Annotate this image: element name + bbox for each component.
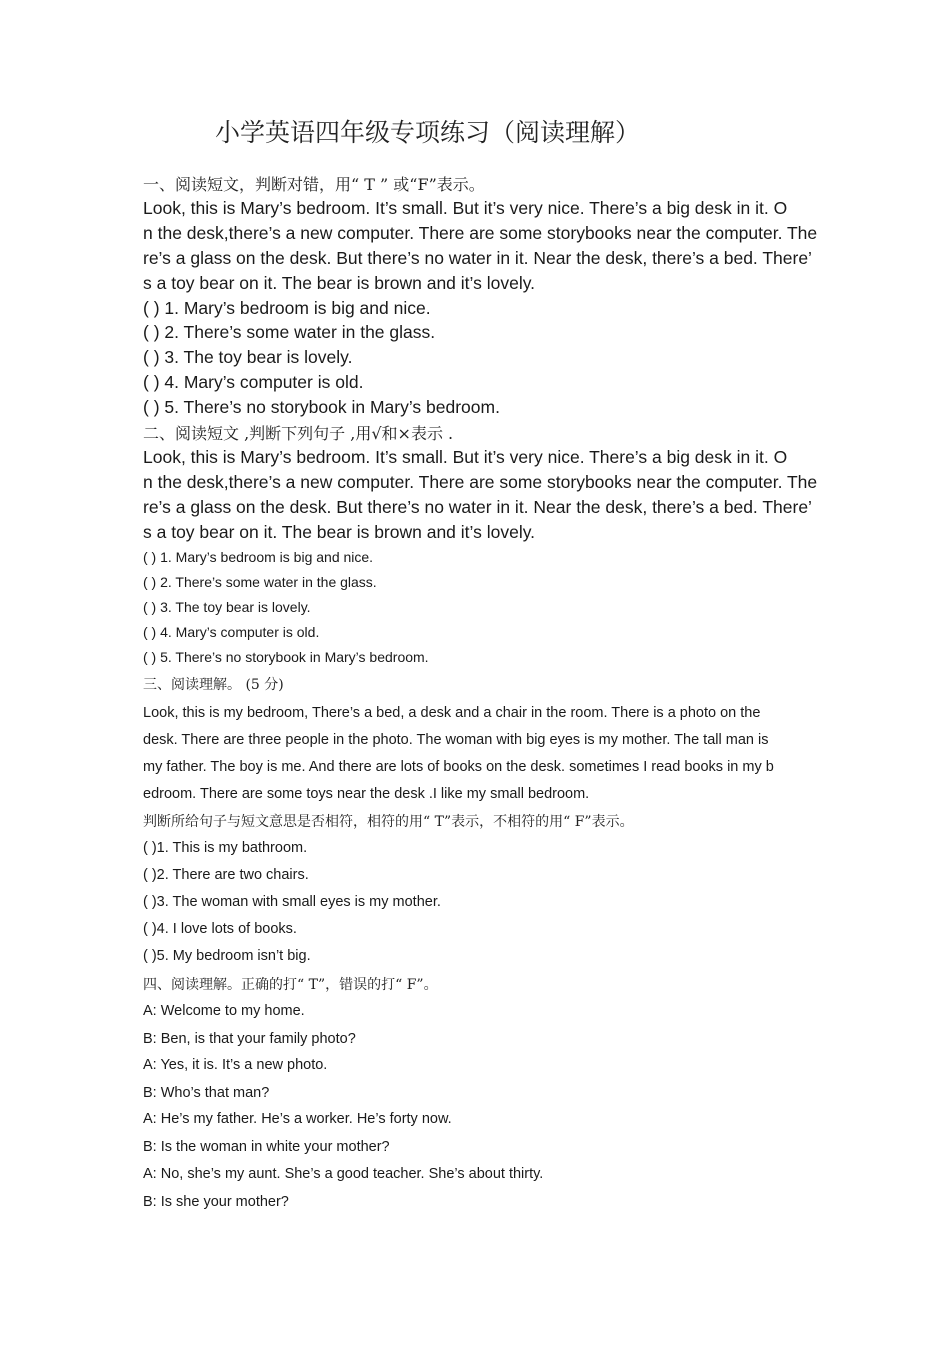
section3-heading: 三、阅读理解。 (5 分) [143,677,284,693]
section3-passage-line: Look, this is my bedroom, There’s a bed, a desk and a chair in the room. There is a photo on the [143,705,761,721]
dialogue-line: A: Welcome to my home. [143,1003,305,1019]
section1-passage-line: re’s a glass on the desk. But there’s no water in it. Near the desk, there’s a bed. There’ [143,248,812,268]
section3-passage-line: edroom. There are some toys near the desk .I like my small bedroom. [143,786,590,802]
section1-question: ( ) 4. Mary’s computer is old. [143,372,364,392]
section2-passage-line: re’s a glass on the desk. But there’s no water in it. Near the desk, there’s a bed. There’ [143,497,812,517]
section2-passage-line: n the desk,there’s a new computer. There are some storybooks near the computer. The [143,472,818,492]
dialogue-line: B: Is the woman in white your mother? [143,1139,390,1155]
section1-passage-line: s a toy bear on it. The bear is brown and it’s lovely. [143,273,536,293]
dialogue-line: B: Who’s that man? [143,1085,270,1101]
dialogue-line: B: Ben, is that your family photo? [143,1031,356,1047]
section2-question: ( ) 1. Mary’s bedroom is big and nice. [143,549,374,565]
dialogue-line: A: He’s my father. He’s a worker. He’s forty now. [143,1111,452,1127]
dialogue-line: B: Is she your mother? [143,1194,289,1210]
section3-question: ( )3. The woman with small eyes is my mother. [143,894,441,910]
section2-question: ( ) 5. There’s no storybook in Mary’s bedroom. [143,649,429,665]
section3-question: ( )4. I love lots of books. [143,921,297,937]
section2-heading: 二、阅读短文 ,判断下列句子 ,用√和×表示 . [143,424,454,443]
section2-passage-line: s a toy bear on it. The bear is brown and it’s lovely. [143,522,536,542]
section1-question: ( ) 2. There’s some water in the glass. [143,322,436,342]
section2-question: ( ) 2. There’s some water in the glass. [143,574,377,590]
section4-heading: 四、阅读理解。正确的打“ T”，错误的打“ F”。 [143,977,438,993]
section2-question: ( ) 3. The toy bear is lovely. [143,599,311,615]
section2-question: ( ) 4. Mary’s computer is old. [143,624,320,640]
section1-passage-line: n the desk,there’s a new computer. There are some storybooks near the computer. The [143,223,818,243]
section3-passage-line: my father. The boy is me. And there are lots of books on the desk. sometimes I read books in my b [143,759,774,775]
dialogue-line: A: No, she’s my aunt. She’s a good teacher. She’s about thirty. [143,1166,544,1182]
section1-question: ( ) 1. Mary’s bedroom is big and nice. [143,298,431,318]
dialogue-line: A: Yes, it is. It’s a new photo. [143,1057,328,1073]
section3-instruction: 判断所给句子与短文意思是否相符，相符的用“ T”表示，不相符的用“ F”表示。 [143,814,634,830]
section3-question: ( )5. My bedroom isn’t big. [143,948,311,964]
section3-question: ( )1. This is my bathroom. [143,840,308,856]
section2-passage-line: Look, this is Mary’s bedroom. It’s small. But it’s very nice. There’s a big desk in it. O [143,447,788,467]
section3-question: ( )2. There are two chairs. [143,867,309,883]
section1-question: ( ) 3. The toy bear is lovely. [143,347,353,367]
section1-question: ( ) 5. There’s no storybook in Mary’s bedroom. [143,397,500,417]
section1-heading: 一、阅读短文，判断对错，用“ T ” 或“F”表示。 [143,175,485,194]
section3-passage-line: desk. There are three people in the photo. The woman with big eyes is my mother. The tall man is [143,732,769,748]
page-title: 小学英语四年级专项练习（阅读理解） [215,118,641,147]
section1-passage-line: Look, this is Mary’s bedroom. It’s small. But it’s very nice. There’s a big desk in it. O [143,198,788,218]
